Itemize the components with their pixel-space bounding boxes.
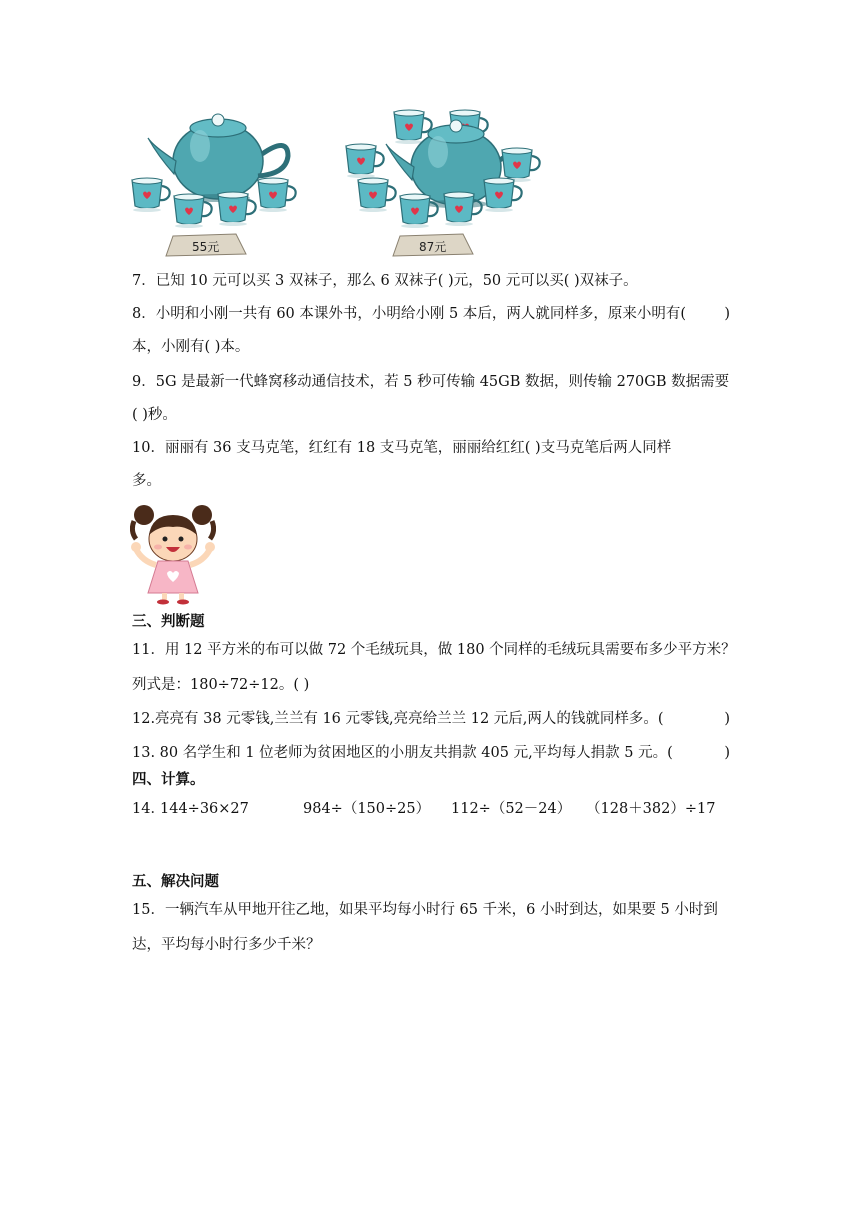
expression-2: 984÷（150÷25）	[303, 801, 431, 817]
question-10-line-1: 10．丽丽有 36 支马克笔，红红有 18 支马克笔，丽丽给红红( )支马克笔后两人同样	[132, 440, 672, 456]
question-8-text: 8．小明和小刚一共有 60 本课外书，小明给小刚 5 本后，两人就同样多，原来小明有(	[132, 306, 686, 322]
question-7: 7．已知 10 元可以买 3 双袜子，那么 6 双袜子( )元，50 元可以买( )双袜子。	[132, 273, 638, 289]
question-9-line-1: 9．5G 是最新一代蜂窝移动通信技术，若 5 秒可传输 45GB 数据，则传输 270GB 数据需要	[132, 374, 730, 390]
question-8-line-2: 本，小刚有( )本。	[132, 339, 250, 355]
question-12-text: 12.亮亮有 38 元零钱,兰兰有 16 元零钱,亮亮给兰兰 12 元后,两人的钱就同样多。(	[132, 711, 664, 727]
question-13-text: 13. 80 名学生和 1 位老师为贫困地区的小朋友共捐款 405 元,平均每人捐款 5 元。(	[132, 745, 673, 761]
question-15-line-1: 15．一辆汽车从甲地开往乙地，如果平均每小时行 65 千米，6 小时到达，如果要 5 小时到	[132, 902, 718, 918]
section-5-title: 五、解决问题	[132, 874, 219, 890]
question-9-line-2: ( )秒。	[132, 407, 177, 423]
section-4-title: 四、计算。	[132, 772, 205, 788]
expression-1: 144÷36×27	[160, 801, 249, 817]
question-13	[132, 743, 730, 763]
expression-4: （128＋382）÷17	[586, 801, 716, 817]
question-11-line-1: 11．用 12 平方米的布可以做 72 个毛绒玩具，做 180 个同样的毛绒玩具需要布多少平方米？	[132, 642, 736, 658]
expression-3: 112÷（52－24）	[451, 801, 572, 817]
question-10-line-2: 多。	[132, 473, 161, 489]
question-8-close-paren: )	[724, 306, 730, 322]
teapot-set-illustration	[128, 108, 548, 258]
question-12	[132, 709, 730, 729]
price-tag-right: 87元	[419, 240, 447, 254]
question-13-close-paren: )	[724, 745, 730, 761]
question-11-line-2: 列式是：180÷72÷12。( )	[132, 677, 310, 693]
price-tag-left: 55元	[192, 240, 220, 254]
question-12-close-paren: )	[724, 711, 730, 727]
question-8-line-1	[132, 304, 730, 324]
question-14-number: 14．	[132, 801, 165, 817]
girl-illustration	[130, 503, 216, 605]
section-3-title: 三、判断题	[132, 614, 205, 630]
question-15-line-2: 达，平均每小时行多少千米？	[132, 937, 321, 953]
